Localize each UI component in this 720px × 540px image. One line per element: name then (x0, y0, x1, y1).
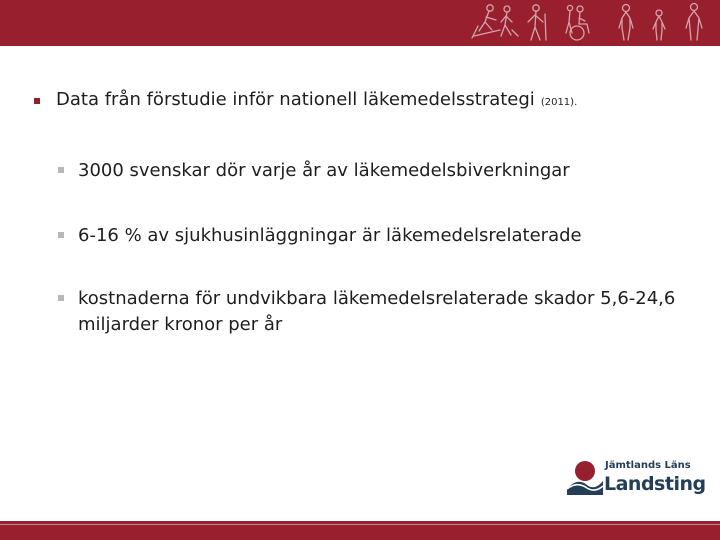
wheelchair-icon (566, 5, 589, 40)
logo-line-1: Jämtlands Läns (605, 460, 691, 471)
person-icon (686, 4, 702, 41)
bullet-marker (34, 98, 40, 104)
footer-bar (0, 521, 720, 540)
bullet-marker (58, 232, 64, 238)
logo-mark-icon (565, 459, 605, 497)
header-bar (0, 0, 720, 46)
header-figures (0, 0, 720, 46)
sub-bullet-text: 6-16 % av sjukhusinläggningar är läkemedelsrelaterade (78, 225, 582, 246)
main-bullet-text (56, 89, 577, 110)
footer-divider (0, 524, 720, 525)
walker-icon (501, 6, 518, 36)
main-bullet-label: Data från förstudie inför nationell läkemedelsstrategi (56, 89, 535, 110)
organization-logo (565, 459, 706, 499)
bullet-marker (58, 295, 64, 301)
sub-bullet-text: kostnaderna för undvikbara läkemedelsrelaterade skador 5,6-24,6 miljarder kronor per år (78, 288, 676, 335)
person-icon (619, 5, 633, 41)
main-bullet-note: (2011). (540, 97, 578, 108)
child-icon (653, 10, 665, 40)
sub-bullet-text: 3000 svenskar dör varje år av läkemedelsbiverkningar (78, 160, 570, 181)
logo-line-2: Landsting (604, 473, 706, 495)
hiker-icon (528, 5, 546, 40)
skier-icon (472, 5, 500, 38)
bullet-marker (58, 167, 64, 173)
